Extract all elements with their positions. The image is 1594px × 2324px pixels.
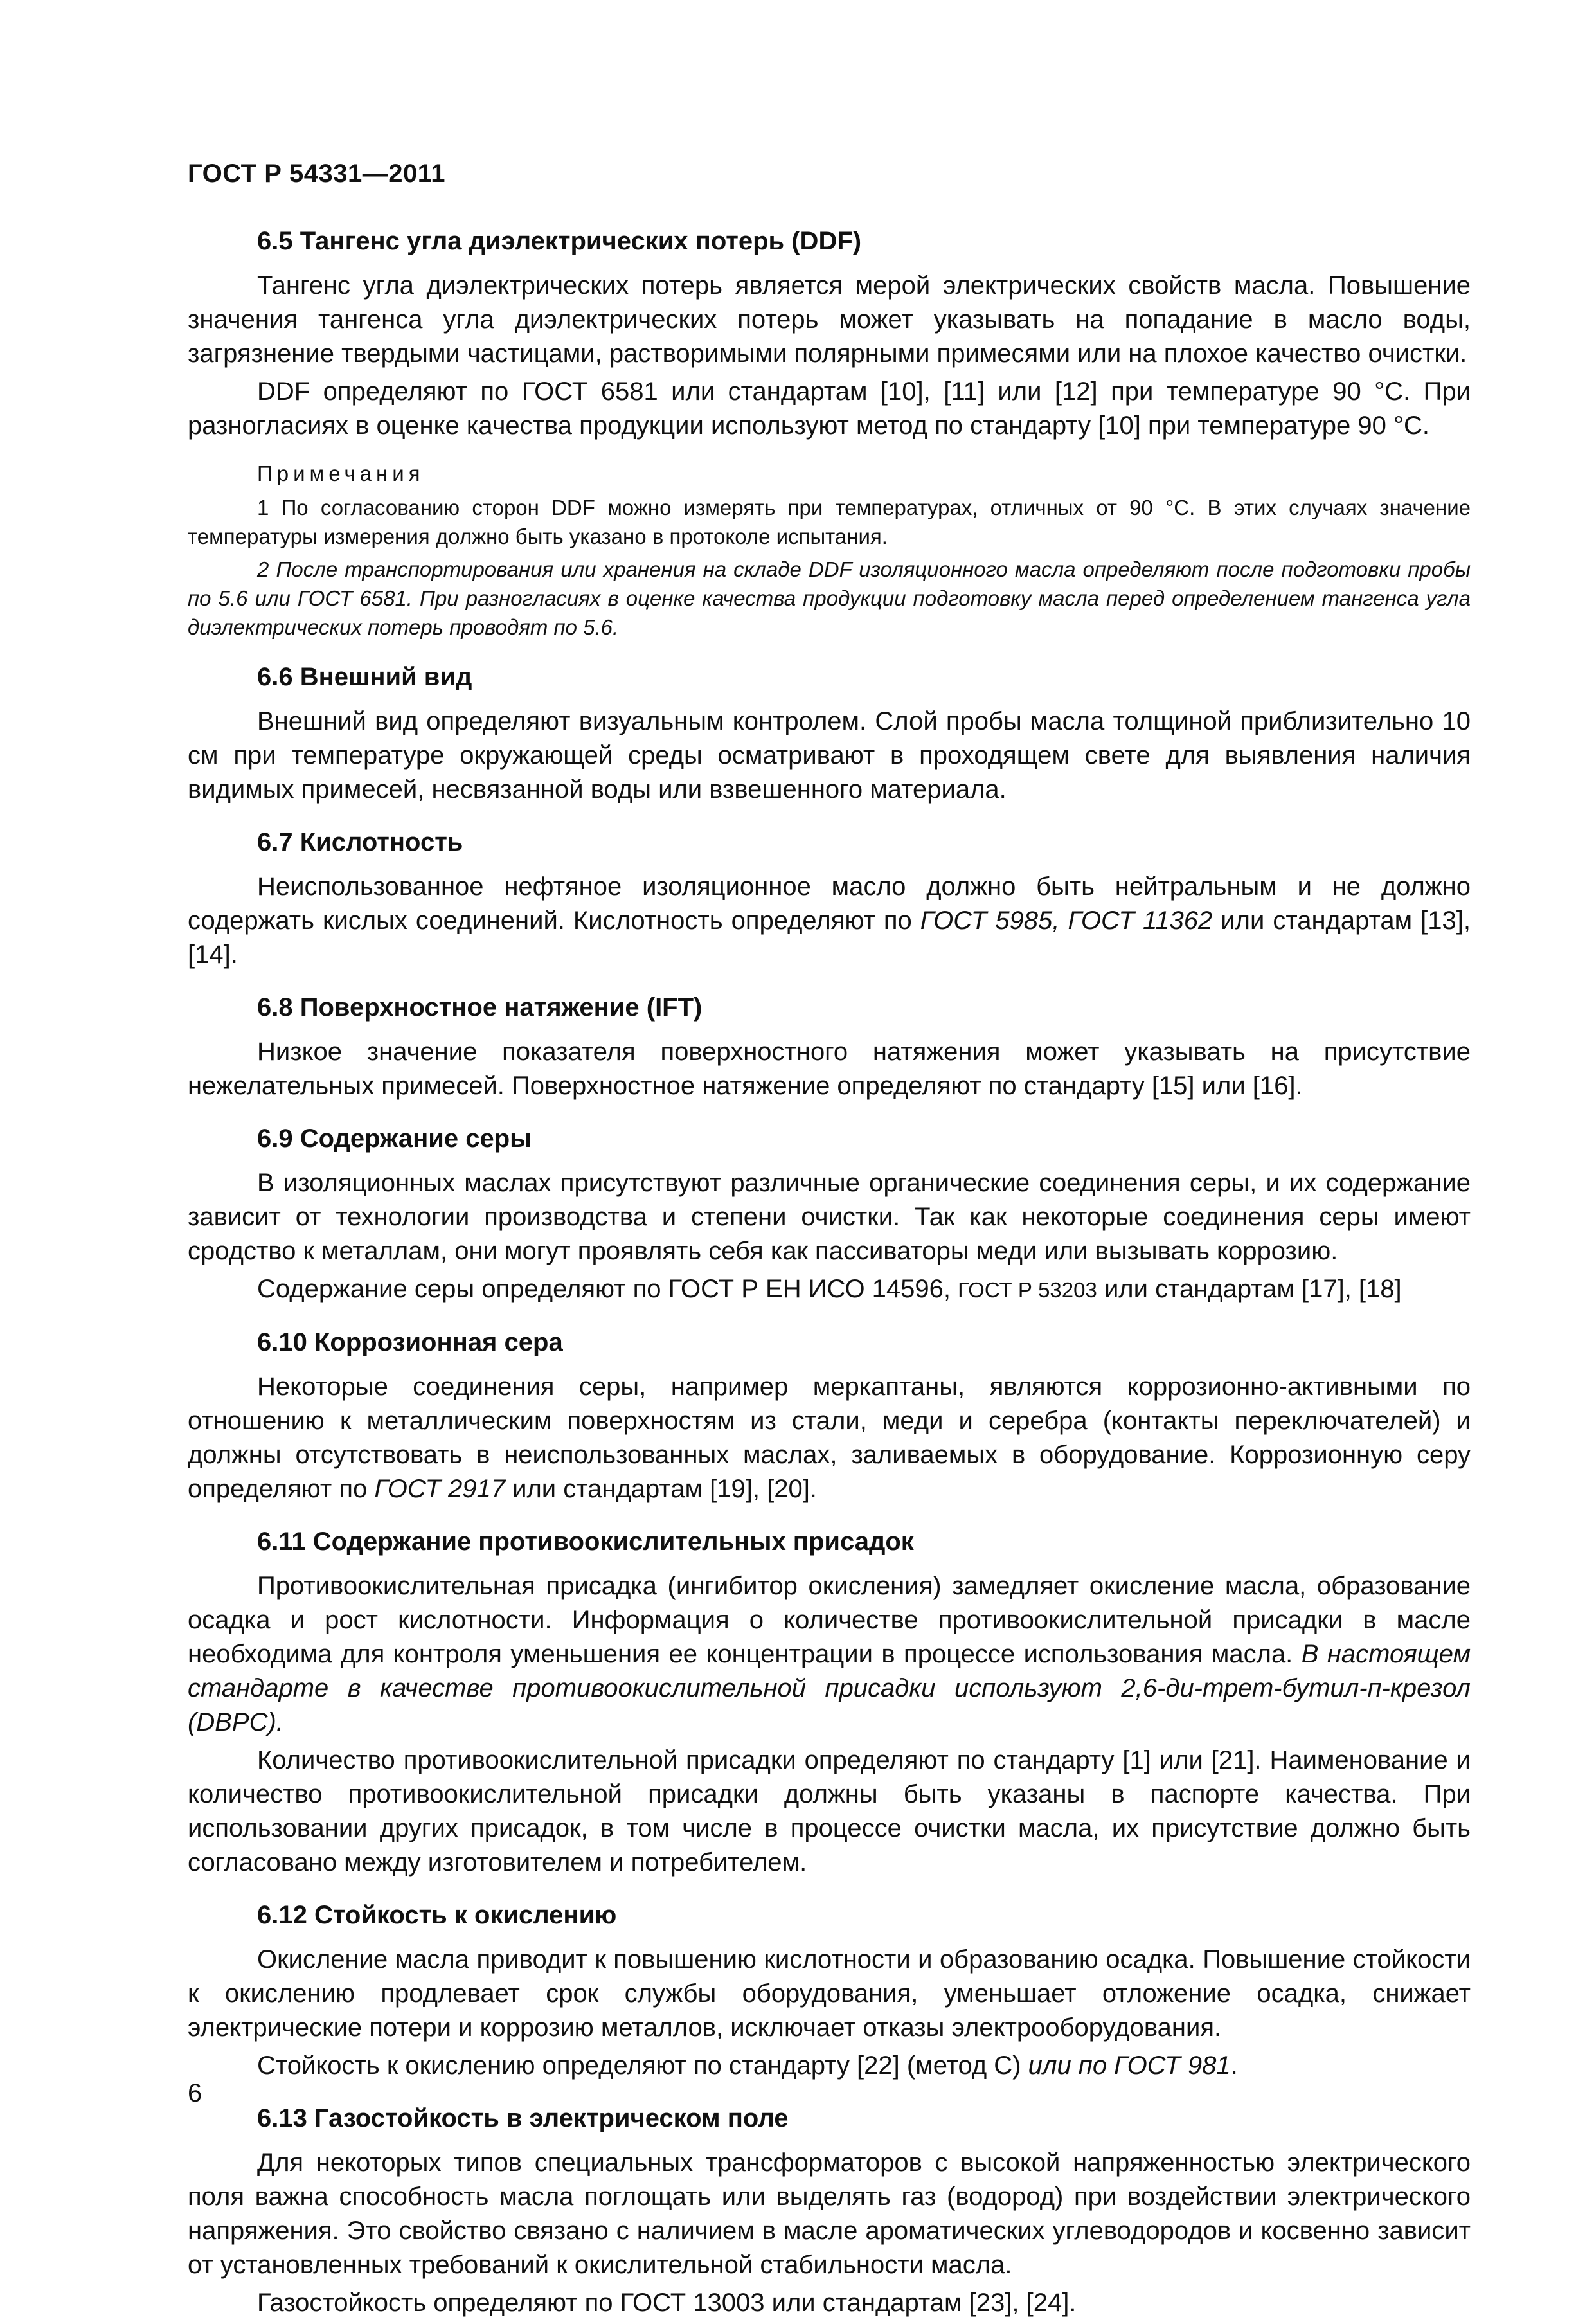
section-heading: 6.6 Внешний вид [257,663,472,691]
section-heading: 6.5 Тангенс угла диэлектрических потерь (DDF) [257,227,862,255]
paragraph: Внешний вид определяют визуальным контролем. Слой пробы масла толщиной приблизительно 10 см при температуре окружающей среды осматривают в проходящем свете для выявления наличия видимых примесей, несвязанной воды или взвешенного материала. [188,707,1471,804]
note-1: 1 По согласованию сторон DDF можно измерять при температурах, отличных от 90 °С. В этих случаях значение температуры измерения должно быть указано в протоколе испытания. [188,496,1471,548]
paragraph: Для некоторых типов специальных трансформаторов с высокой напряженностью электрического поля важна способность масла поглощать или выделять газ (водород) при воздействии электрического напряжения. Это свойство связано с наличием в масле ароматических углеводородов и косвенно зависит от установленных требований к окислительной стабильности масла. [188,2148,1471,2279]
section-6-5 [188,225,1471,642]
page-number: 6 [188,2079,202,2107]
paragraph: Некоторые соединения серы, например меркаптаны, являются коррозионно-активными по отношению к металлическим поверхностям из стали, меди и серебра (контакты переключателей) и должны отсутствовать в неиспользованных маслах, заливаемых в оборудование. Коррозионную серу определяют по ГОСТ 2917 или стандартам [19], [20]. [188,1373,1471,1503]
paragraph: Газостойкость определяют по ГОСТ 13003 или стандартам [23], [24]. [257,2289,1077,2317]
section-heading: 6.9 Содержание серы [257,1124,532,1153]
paragraph: Неиспользованное нефтяное изоляционное масло должно быть нейтральным и не должно содержать кислых соединений. Кислотность определяют по ГОСТ 5985, ГОСТ 11362 или стандартам [13], [14]. [188,872,1471,969]
section-heading: 6.8 Поверхностное натяжение (IFT) [257,993,703,1022]
section-heading: 6.7 Кислотность [257,828,463,856]
paragraph: Содержание серы определяют по ГОСТ Р ЕН ИСО 14596, ГОСТ Р 53203 или стандартам [17], [18] [257,1275,1402,1303]
section-6-6 [188,661,1471,807]
paragraph: Тангенс угла диэлектрических потерь является мерой электрических свойств масла. Повышение значения тангенса угла диэлектрических потерь может указывать на попадание в масло воды, загрязнение твердыми частицами, растворимыми полярными примесями или на плохое качество очистки. [188,271,1471,368]
document-body [188,225,1471,2324]
section-6-13 [188,2102,1471,2320]
section-6-9 [188,1122,1471,1307]
section-heading: 6.12 Стойкость к окислению [257,1901,617,1929]
note-2: 2 После транспортирования или хранения на складе DDF изоляционного масла определяют после подготовки пробы по 5.6 или ГОСТ 6581. При разногласиях в оценке качества продукции подготовку масла перед определением тангенса угла диэлектрических потерь проводят по 5.6. [188,557,1471,639]
standard-designation: ГОСТ Р 54331—2011 [188,159,445,188]
section-heading: 6.10 Коррозионная сера [257,1328,563,1356]
section-6-12 [188,1899,1471,2083]
paragraph: Количество противоокислительной присадки определяют по стандарту [1] или [21]. Наименование и количество противоокислительной присадки должны быть указаны в паспорте качества. При использовании других присадок, в том числе в процессе очистки масла, их присутствие должно быть согласовано между изготовителем и потребителем. [188,1746,1471,1877]
paragraph: Противоокислительная присадка (ингибитор окисления) замедляет окисление масла, образование осадка и рост кислотности. Информация о количестве противоокислительной присадки в масле необходима для контроля уменьшения ее концентрации в процессе использования масла. В настоящем стандарте в качестве противоокислительной присадки используют 2,6-ди-трет-бутил-п-крезол (DBPC). [188,1572,1471,1736]
section-6-10 [188,1326,1471,1506]
section-heading: 6.13 Газостойкость в электрическом поле [257,2104,789,2132]
section-6-8 [188,991,1471,1103]
paragraph: В изоляционных маслах присутствуют различные органические соединения серы, и их содержание зависит от технологии производства и степени очистки. Так как некоторые соединения серы имеют сродство к металлам, они могут проявлять себя как пассиваторы меди или вызывать коррозию. [188,1169,1471,1265]
section-6-11 [188,1526,1471,1880]
notes-title: Примечания [257,462,425,485]
section-heading: 6.11 Содержание противоокислительных присадок [257,1527,914,1556]
paragraph: Окисление масла приводит к повышению кислотности и образованию осадка. Повышение стойкости к окислению продлевает срок службы оборудования, уменьшает отложение осадка, снижает электрические потери и коррозию металлов, исключает отказы электрооборудования. [188,1945,1471,2042]
paragraph: DDF определяют по ГОСТ 6581 или стандартам [10], [11] или [12] при температуре 90 °С. При разногласиях в оценке качества продукции используют метод по стандарту [10] при температуре 90 °С. [188,377,1471,440]
paragraph: Низкое значение показателя поверхностного натяжения может указывать на присутствие нежелательных примесей. Поверхностное натяжение определяют по стандарту [15] или [16]. [188,1038,1471,1100]
paragraph: Стойкость к окислению определяют по стандарту [22] (метод С) или по ГОСТ 981. [257,2051,1238,2080]
section-6-7 [188,826,1471,972]
